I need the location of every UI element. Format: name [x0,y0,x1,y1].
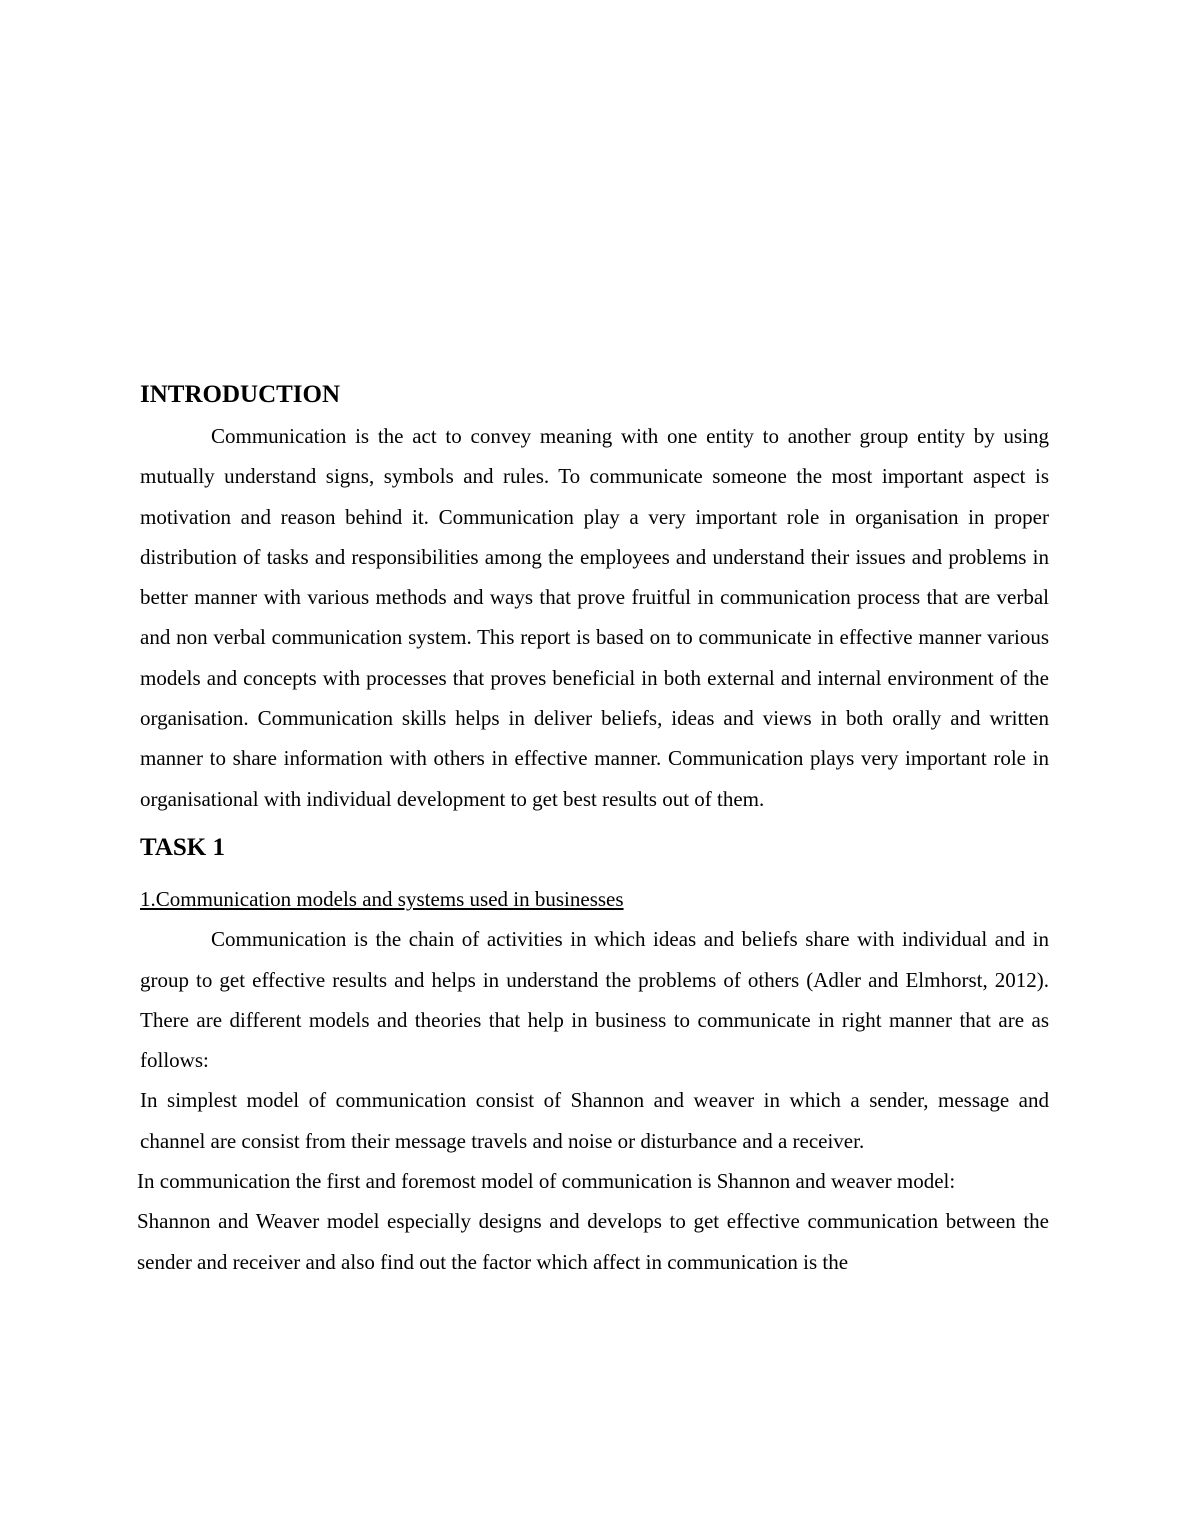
task-1-paragraph-2: In simplest model of communication consist of Shannon and weaver in which a sender, message and channel are consist from their message travels and noise or disturbance and a receiver. [140,1088,1049,1153]
document-body [137,378,1049,1282]
task-1-paragraph-3: In communication the first and foremost model of communication is Shannon and weaver model: [137,1169,956,1194]
task-1-paragraph-1: Communication is the chain of activities in which ideas and beliefs share with individual and in group to get effective results and helps in understand the problems of others (Adler and Elmhorst, 2012). There are different models and theories that help in business to communicate in right manner that are as follows: [140,927,1049,1073]
introduction-paragraph: Communication is the act to convey meaning with one entity to another group entity by using mutually understand signs, symbols and rules. To communicate someone the most important aspect is motivation and reason behind it. Communication play a very important role in organisation in proper distribution of tasks and responsibilities among the employees and understand their issues and problems in better manner with various methods and ways that prove fruitful in communication process that are verbal and non verbal communication system. This report is based on to communicate in effective manner various models and concepts with processes that proves beneficial in both external and internal environment of the organisation. Communication skills helps in deliver beliefs, ideas and views in both orally and written manner to share information with others in effective manner. Communication plays very important role in organisational with individual development to get best results out of them. [140,424,1049,811]
task-1-paragraph-4: Shannon and Weaver model especially designs and develops to get effective communication between the sender and receiver and also find out the factor which affect in communication is the [137,1209,1049,1274]
task-1-subheading: 1.Communication models and systems used in businesses [140,886,624,911]
introduction-heading: INTRODUCTION [140,381,341,408]
task-1-heading: TASK 1 [140,833,225,861]
